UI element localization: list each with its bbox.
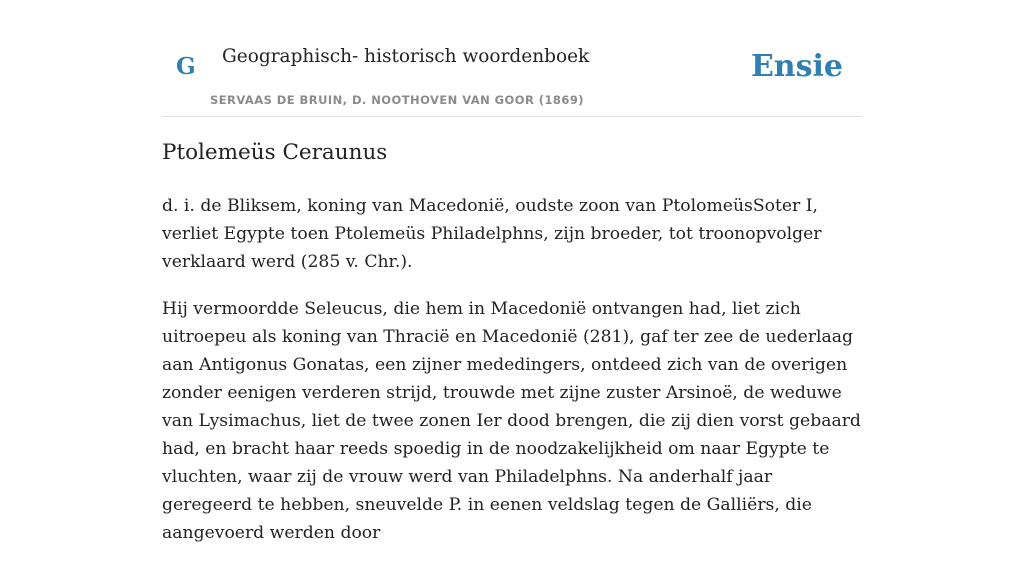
article-body [162, 192, 862, 566]
site-logo[interactable]: Ensie [750, 49, 843, 84]
book-header [162, 0, 862, 117]
book-title-link[interactable]: Geographisch- historisch woordenboek [222, 46, 590, 67]
article-title: Ptolemeüs Ceraunus [162, 140, 388, 165]
book-letter-badge[interactable]: G [176, 53, 196, 80]
book-authors: SERVAAS DE BRUIN, D. NOOTHOVEN VAN GOOR (1869) [210, 93, 584, 107]
article-paragraph: d. i. de Bliksem, koning van Macedonië, oudste zoon van PtolomeüsSoter I, verliet Egypte toen Ptolemeüs Philadelphns, zijn broeder, tot troonopvolger verklaard werd (285 v. Chr.). [162, 196, 822, 272]
article-paragraph: Hij vermoordde Seleucus, die hem in Macedonië ontvangen had, liet zich uitroepeu als koning van Thracië en Macedonië (281), gaf ter zee de uederlaag aan Antigonus Gonatas, een zijner mededingers, ontdeed zich van de overigen zonder eenigen verderen strijd, trouwde met zijne zuster Arsinoë, de weduwe van Lysimachus, liet de twee zonen Ier dood brengen, die zij dien vorst gebaard had, en bracht haar reeds spoedig in de noodzakelijkheid om naar Egypte te vluchten, waar zij de vrouw werd van Philadelphns. Na anderhalf jaar geregeerd te hebben, sneuvelde P. in eenen veldslag tegen de Galliërs, die aangevoerd werden door [162, 299, 861, 543]
